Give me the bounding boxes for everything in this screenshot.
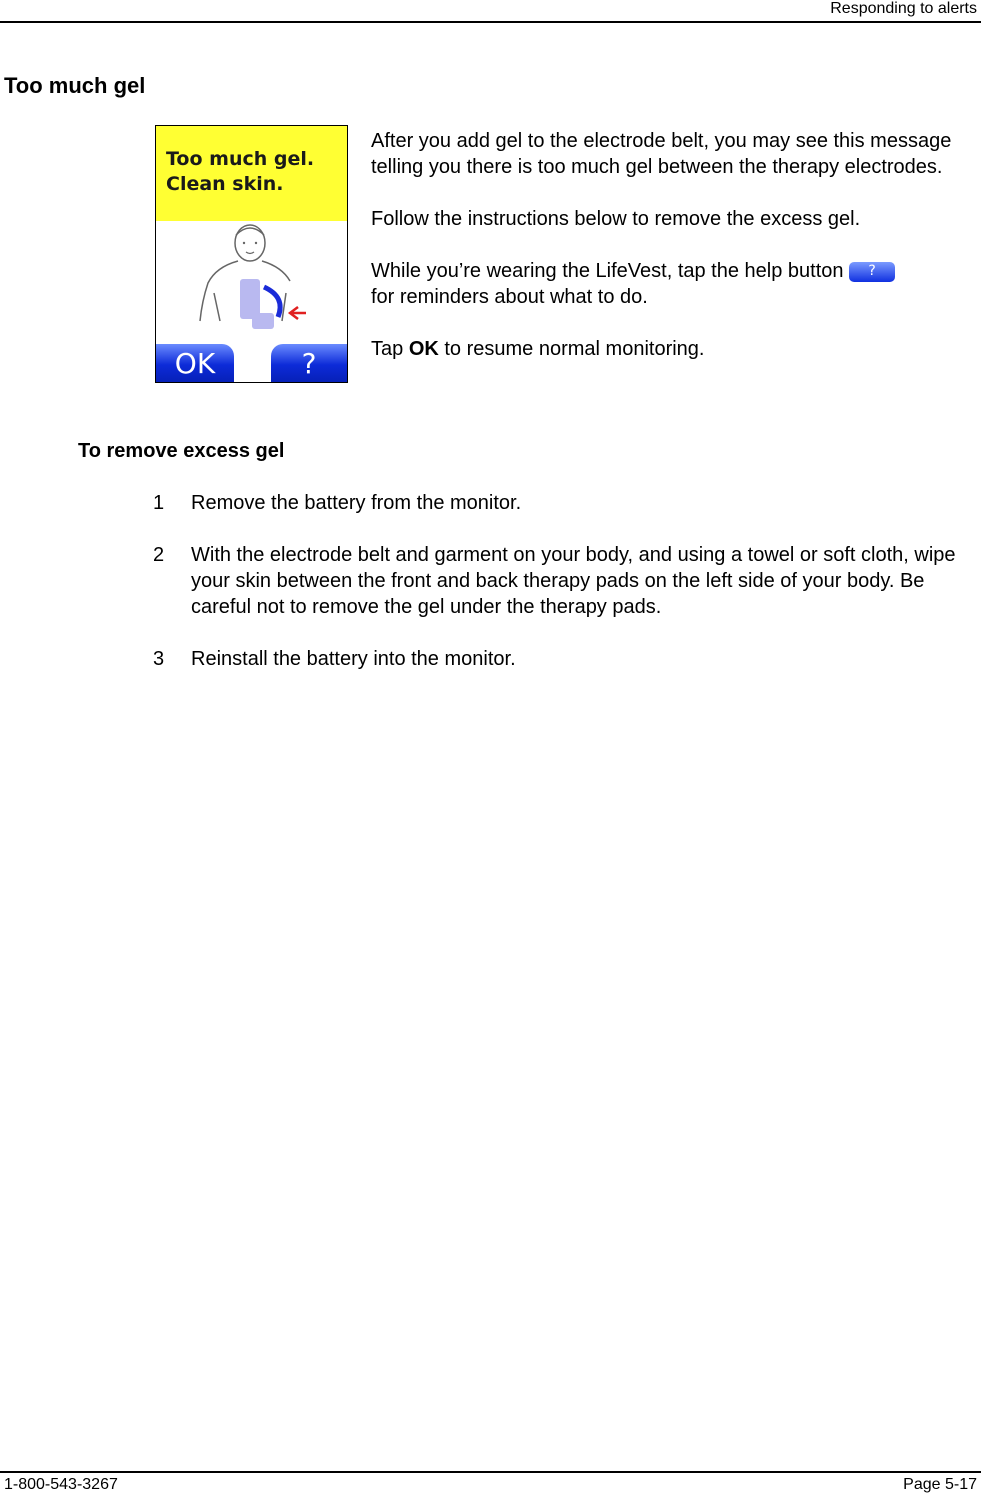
- intro-text: [371, 128, 971, 388]
- screen-ok-button: OK: [156, 344, 234, 382]
- procedure-steps: [153, 490, 979, 698]
- intro-p4-before: Tap: [371, 338, 409, 360]
- intro-paragraph-3: [371, 258, 971, 310]
- step-number: 2: [153, 544, 165, 566]
- intro-p4-ok: OK: [408, 338, 439, 360]
- intro-paragraph-2: Follow the instructions below to remove the excess gel.: [371, 208, 861, 230]
- screen-message: [166, 147, 314, 197]
- running-header: Responding to alerts: [830, 0, 977, 17]
- screen-message-banner: [156, 126, 347, 221]
- procedure-step: [153, 646, 979, 672]
- procedure-step: [153, 542, 979, 620]
- screen-help-button: ?: [271, 344, 347, 382]
- intro-paragraph-1: After you add gel to the electrode belt, you may see this message telling you there is too much gel between the therapy electrodes.: [371, 130, 952, 178]
- step-text: With the electrode belt and garment on your body, and using a towel or soft cloth, wipe your skin between the front and back therapy pads on the left side of your body. Be careful not to remove the gel under the therapy pads.: [191, 544, 956, 618]
- intro-p4-after: to resume normal monitoring.: [438, 338, 705, 360]
- intro-p3-before: While you’re wearing the LifeVest, tap the help button: [371, 260, 850, 282]
- footer-phone: 1-800-543-3267: [4, 1476, 118, 1493]
- intro-paragraph-4: [371, 336, 971, 362]
- step-number: 1: [153, 492, 165, 514]
- screen-message-line2: Clean skin.: [166, 173, 284, 195]
- person-figure-icon: [186, 221, 326, 341]
- section-title: Too much gel: [4, 73, 146, 98]
- header-rule: [0, 21, 981, 23]
- step-text: Remove the battery from the monitor.: [191, 492, 522, 514]
- intro-p3-after: for reminders about what to do.: [371, 286, 648, 308]
- footer-page-number: Page 5-17: [903, 1476, 977, 1493]
- footer-rule: [0, 1471, 981, 1473]
- device-screen-illustration: [155, 125, 348, 383]
- screen-message-line1: Too much gel.: [166, 148, 315, 170]
- help-button-icon: ?: [849, 262, 895, 282]
- step-text: Reinstall the battery into the monitor.: [191, 648, 516, 670]
- step-number: 3: [153, 648, 165, 670]
- procedure-title: To remove excess gel: [78, 440, 285, 462]
- procedure-step: [153, 490, 979, 516]
